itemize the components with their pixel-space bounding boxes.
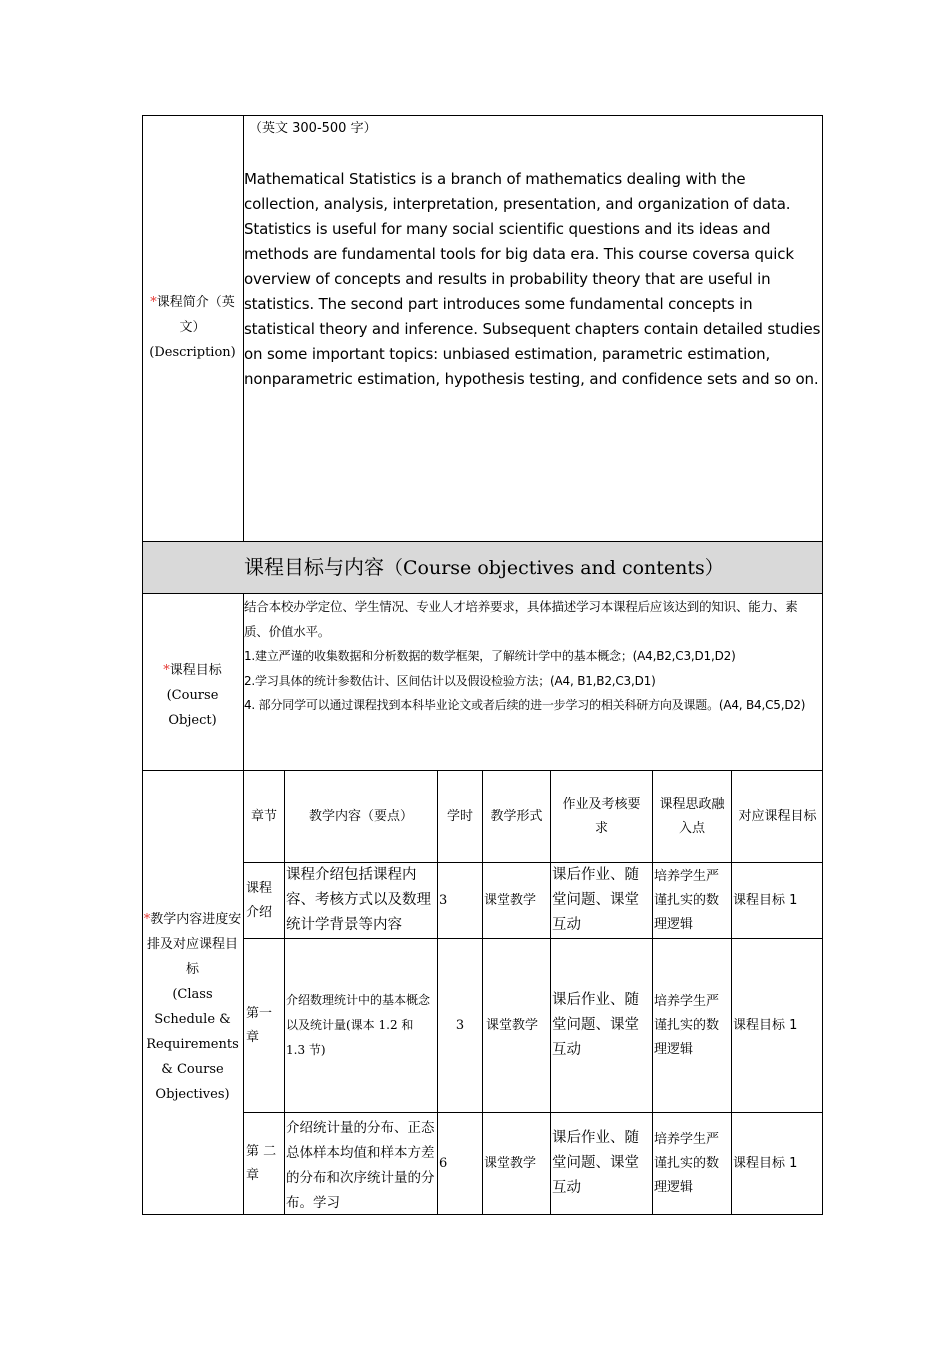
row2-form: 课堂教学: [486, 1017, 539, 1033]
table-divider: [731, 770, 732, 1215]
table-divider: [284, 770, 285, 1215]
objective-item: 4. 部分同学可以通过课程找到本科毕业论文或者后续的进一步学习的相关科研方向及课题。(A4, B4,C5,D2): [244, 698, 806, 712]
table-divider: [243, 115, 244, 541]
table-divider: [482, 770, 483, 1215]
objectives-intro: 结合本校办学定位、学生情况、专业人才培养要求，具体描述学习本课程后应该达到的知识、能力、素质、价值水平。: [244, 599, 798, 639]
table-divider: [550, 770, 551, 1215]
row1-content: 课程介绍包括课程内容、考核方式以及数理统计学背景等内容: [286, 867, 431, 933]
section-title-en: （Course objectives and contents）: [384, 557, 724, 579]
row1-objective: 课程目标 1: [733, 892, 798, 908]
objectives-label-cn: 课程目标: [169, 663, 222, 678]
row1-homework: 课后作业、随堂问题、课堂互动: [552, 867, 639, 933]
description-label: [142, 290, 243, 365]
objectives-content: [244, 595, 822, 718]
required-mark: *: [163, 663, 170, 678]
table-divider: [243, 593, 244, 1215]
row2-homework: 课后作业、随堂问题、课堂互动: [552, 992, 639, 1058]
row3-chapter: 第 二章: [246, 1143, 277, 1183]
row2-hours: 3: [455, 1017, 465, 1033]
header-form: 教学形式: [490, 808, 543, 824]
description-label-en: (Description): [149, 345, 236, 360]
row3-homework: 课后作业、随堂问题、课堂互动: [552, 1130, 639, 1196]
table-divider: [243, 938, 823, 939]
objectives-label: [142, 658, 243, 733]
row3-objective: 课程目标 1: [733, 1155, 798, 1171]
row1-hours: 3: [439, 892, 448, 908]
table-divider: [142, 593, 823, 594]
table-divider: [437, 770, 438, 1215]
objective-item: 2.学习具体的统计参数估计、区间估计以及假设检验方法；(A4, B1,B2,C3,D1): [244, 673, 656, 688]
section-title: [244, 541, 822, 593]
row2-objective: 课程目标 1: [733, 1017, 798, 1033]
description-note: （英文 300-500 字）: [249, 121, 377, 136]
table-border: [822, 115, 823, 1215]
schedule-label: [142, 907, 243, 1107]
header-homework: 作业及考核要求: [562, 796, 641, 836]
row2-ideology: 培养学生严谨扎实的数理逻辑: [654, 993, 720, 1057]
description-text: Mathematical Statistics is a branch of mathematics dealing with the collection, analysis, interpretation, presentation, and organization of data. Statistics is useful for many social scientific questions and its ideas and methods are fundamental tools for big data era. This course coversa quick overview of concepts and results in probability theory that are useful in statistics. The second part introduces some fundamental concepts in statistical theory and inference. Subsequent chapters contain detailed studies on some important topics: unbiased estimation, parametric estimation, nonparametric estimation, hypothesis testing, and confidence sets and so on.: [244, 170, 821, 388]
description-label-cn: 课程简介（英文）: [156, 295, 235, 335]
row1-form: 课堂教学: [484, 892, 537, 908]
header-hours: 学时: [446, 808, 473, 824]
row3-content: [285, 1115, 437, 1214]
row3-hours: 6: [439, 1155, 448, 1171]
table-divider: [243, 1112, 823, 1113]
table-divider: [142, 541, 823, 542]
required-mark: *: [150, 295, 157, 310]
table-border: [142, 115, 823, 116]
schedule-label-en: (Class Schedule & Requirements & Course Objectives): [146, 987, 239, 1102]
header-content: 教学内容（要点）: [308, 808, 413, 824]
schedule-label-cn: 教学内容进度安排及对应课程目标: [146, 912, 242, 977]
table-divider: [652, 770, 653, 1215]
row3-content-text: 介绍统计量的分布、正态总体样本均值和样本方差的分布和次序统计量的分布。学习: [286, 1120, 435, 1211]
table-border: [142, 115, 143, 1215]
required-mark: *: [143, 912, 151, 927]
table-divider: [243, 862, 823, 863]
header-chapter: 章节: [250, 808, 277, 824]
row1-ideology: 培养学生严谨扎实的数理逻辑: [654, 868, 720, 932]
row1-chapter: 课程介绍: [246, 880, 273, 920]
section-title-cn: 课程目标与内容: [244, 555, 384, 579]
objectives-label-en: (Course Object): [166, 688, 219, 728]
row3-form: 课堂教学: [484, 1155, 537, 1171]
row3-ideology: 培养学生严谨扎实的数理逻辑: [654, 1131, 720, 1195]
objective-item: 1.建立严谨的收集数据和分析数据的数学框架，了解统计学中的基本概念；(A4,B2,C3,D1,D2): [244, 649, 736, 663]
row2-content: 介绍数理统计中的基本概念以及统计量(课本 1.2 和 1.3 节): [286, 993, 431, 1057]
header-ideology: 课程思政融入点: [659, 796, 725, 836]
row2-chapter: 第一章: [246, 1005, 273, 1045]
header-objective: 对应课程目标: [738, 808, 817, 824]
